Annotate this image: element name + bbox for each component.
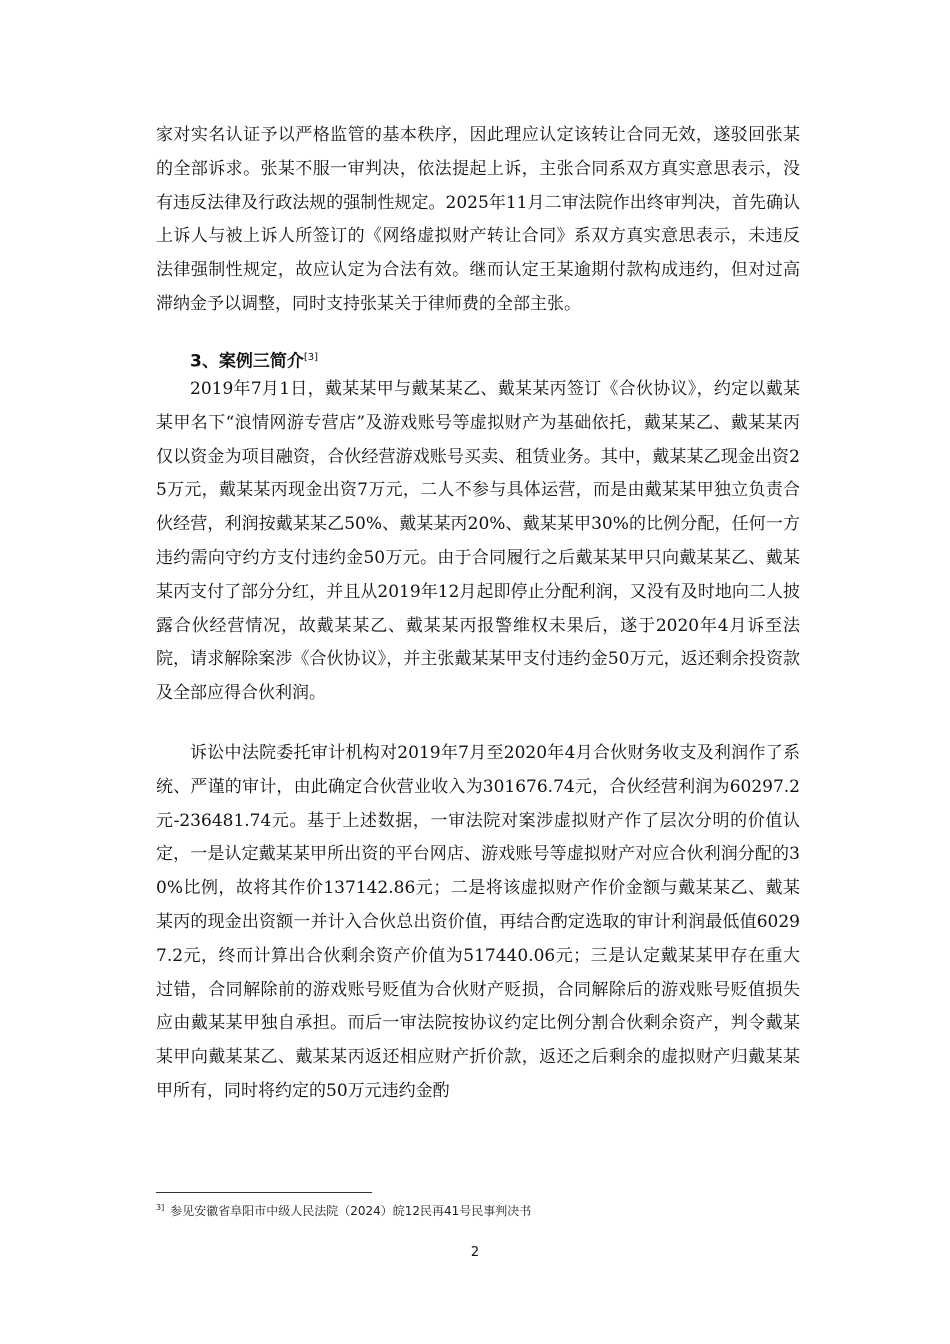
page-number: 2 <box>470 1245 480 1260</box>
footnote-text: 参见安徽省阜阳市中级人民法院（2024）皖12民再41号民事判决书 <box>170 1204 532 1218</box>
body-paragraph: 家对实名认证予以严格监管的基本秩序，因此理应认定该转让合同无效，遂驳回张某的全部诉求。张某不服一审判决，依法提起上诉，主张合同系双方真实意思表示，没有违反法律及行政法规的强制性规定。2025年11月二审法院作出终审判决，首先确认上诉人与被上诉人所签订的《网络虚拟财产转让合同》系双方真实意思表示，未违反法律强制性规定，故应认定为合法有效。继而认定王某逾期付款构成违约，但对过高滞纳金予以调整，同时支持张某关于律师费的全部主张。 <box>156 125 800 314</box>
footnote-reference[interactable]: [3] <box>303 352 319 363</box>
footnote-separator <box>156 1192 372 1193</box>
body-paragraph: 2019年7月1日，戴某某甲与戴某某乙、戴某某丙签订《合伙协议》，约定以戴某某甲名下“浪情网游专营店”及游戏账号等虚拟财产为基础依托，戴某某乙、戴某某丙仅以资金为项目融资，合伙经营游戏账号买卖、租赁业务。其中，戴某某乙现金出资25万元，戴某某丙现金出资7万元，二人不参与具体运营，而是由戴某某甲独立负责合伙经营，利润按戴某某乙50%、戴某某丙20%、戴某某甲30%的比例分配，任何一方违约需向守约方支付违约金50万元。由于合同履行之后戴某某甲只向戴某某乙、戴某某丙支付了部分分红，并且从2019年12月起即停止分配利润，又没有及时地向二人披露合伙经营情况，故戴某某乙、戴某某丙报警维权未果后，遂于2020年4月诉至法院，请求解除案涉《合伙协议》，并主张戴某某甲支付违约金50万元，返还剩余投资款及全部应得合伙利润。 <box>156 379 800 704</box>
footnote <box>156 1199 531 1220</box>
footnote-marker: 3] <box>156 1203 165 1212</box>
body-paragraph: 诉讼中法院委托审计机构对2019年7月至2020年4月合伙财务收支及利润作了系统、严谨的审计，由此确定合伙营业收入为301676.74元，合伙经营利润为60297.2元-236481.74元。基于上述数据，一审法院对案涉虚拟财产作了层次分明的价值认定，一是认定戴某某甲所出资的平台网店、游戏账号等虚拟财产对应合伙利润分配的30%比例，故将其作价137142.86元；二是将该虚拟财产作价金额与戴某某乙、戴某某丙的现金出资额一并计入合伙总出资价值，再结合酌定选取的审计利润最低值60297.2元，终而计算出合伙剩余资产价值为517440.06元；三是认定戴某某甲存在重大过错，合同解除前的游戏账号贬值为合伙财产贬损，合同解除后的游戏账号贬值损失应由戴某某甲独自承担。而后一审法院按协议约定比例分割合伙剩余资产，判令戴某某甲向戴某某乙、戴某某丙返还相应财产折价款，返还之后剩余的虚拟财产归戴某某甲所有，同时将约定的50万元违约金酌 <box>156 743 800 1101</box>
section-heading-text: 3、案例三简介 <box>190 351 304 372</box>
section-heading <box>190 344 318 376</box>
